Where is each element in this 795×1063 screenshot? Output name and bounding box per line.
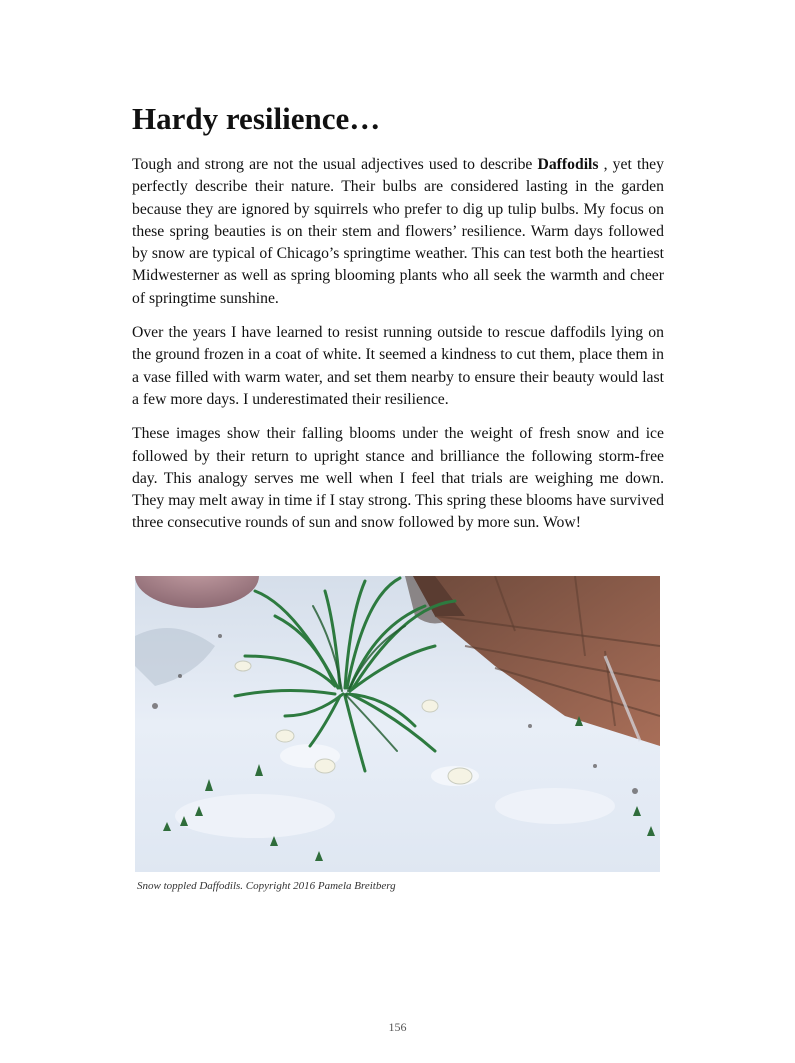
paragraph-1	[132, 154, 664, 310]
page-number: 156	[388, 1020, 407, 1034]
paragraph-2: Over the years I have learned to resist running outside to rescue daffodils lying on the ground frozen in a coat of white. It seemed a kindness to cut them, place them in a vase filled with warm water, and set them nearby to ensure their beauty would last a few more days. I underestimated their resilience.	[132, 324, 664, 408]
paragraph-1-end: , yet they perfectly describe their nature. Their bulbs are considered lasting in the garden because they are ignored by squirrels who prefer to dig up tulip bulbs. My focus on these spring beauties is on their stem and flowers’ resilience. Warm days followed by snow are typical of Chicago’s springtime weather. This can test both the heartiest Midwesterner as well as spring blooming plants who all seek the warmth and cheer of springtime sunshine.	[132, 156, 664, 307]
daffodils-bold-term: Daffodils	[537, 156, 599, 173]
page-title: Hardy resilience…	[132, 101, 381, 136]
paragraph-1-start: Tough and strong are not the usual adjectives used to describe	[132, 156, 538, 173]
article-body	[132, 154, 664, 547]
figure-caption: Snow toppled Daffodils. Copyright 2016 Pamela Breitberg	[137, 880, 396, 892]
paragraph-3: These images show their falling blooms under the weight of fresh snow and ice followed by their return to upright stance and brilliance the following storm-free day. This analogy serves me well when I feel that trials are weighing me down. They may melt away in time if I stay strong. This spring these blooms have survived three consecutive rounds of sun and snow followed by more sun. Wow!	[132, 425, 664, 532]
snow-daffodils-photo	[135, 576, 660, 872]
